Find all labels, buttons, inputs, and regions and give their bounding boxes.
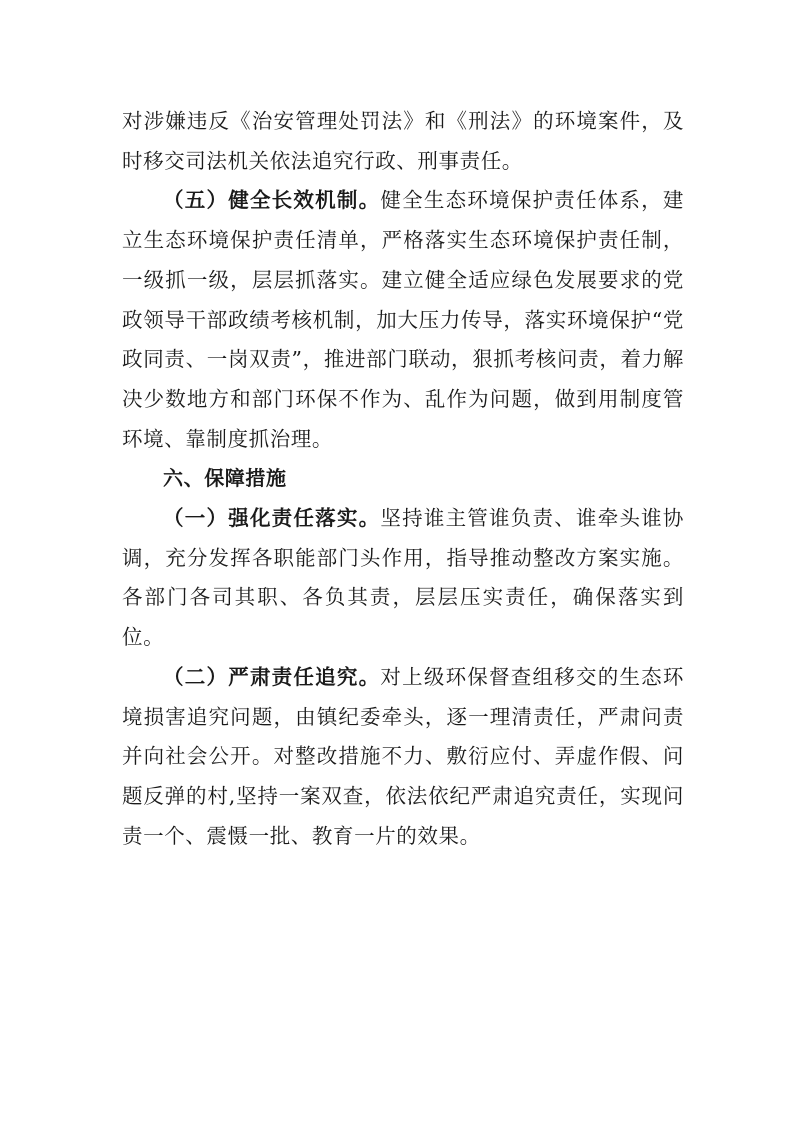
document-body xyxy=(122,102,684,856)
paragraph-continuation xyxy=(122,102,684,181)
section-heading-text: 六、保障措施 xyxy=(163,466,287,491)
paragraph-text: 坚持谁主管谁负责、谁牵头谁协调，充分发挥各职能部门头作用，指导推动整改方案实施。各部门各司其职、各负其责，层层压实责任，确保落实到位。 xyxy=(122,506,685,650)
paragraph-lead: （二）严肃责任追究。 xyxy=(163,664,381,689)
paragraph-text: 健全生态环境保护责任体系，建立生态环境保护责任清单，严格落实生态环境保护责任制，一级抓一级，层层抓落实。建立健全适应绿色发展要求的党政领导干部政绩考核机制，加大压力传导，落实环境保护“党政同责、一岗双责”，推进部门联动，狠抓考核问责，着力解决少数地方和部门环保不作为、乱作为问题，做到用制度管环境、靠制度抓治理。 xyxy=(122,188,685,451)
paragraph-long-term-mechanism xyxy=(122,181,684,459)
paragraph-text: 对涉嫌违反《治安管理处罚法》和《刑法》的环境案件，及时移交司法机关依法追究行政、刑事责任。 xyxy=(122,109,684,173)
paragraph-lead: （一）强化责任落实。 xyxy=(163,506,381,531)
paragraph-responsibility-implementation xyxy=(122,499,684,658)
paragraph-accountability xyxy=(122,658,684,857)
paragraph-lead: （五）健全长效机制。 xyxy=(163,188,381,213)
paragraph-text: 对上级环保督查组移交的生态环境损害追究问题，由镇纪委牵头，逐一理清责任，严肃问责并向社会公开。对整改措施不力、敷衍应付、弄虚作假、问题反弹的村,坚持一案双查，依法依纪严肃追究责任，实现问责一个、震慑一批、教育一片的效果。 xyxy=(122,664,685,848)
section-heading xyxy=(122,459,684,499)
